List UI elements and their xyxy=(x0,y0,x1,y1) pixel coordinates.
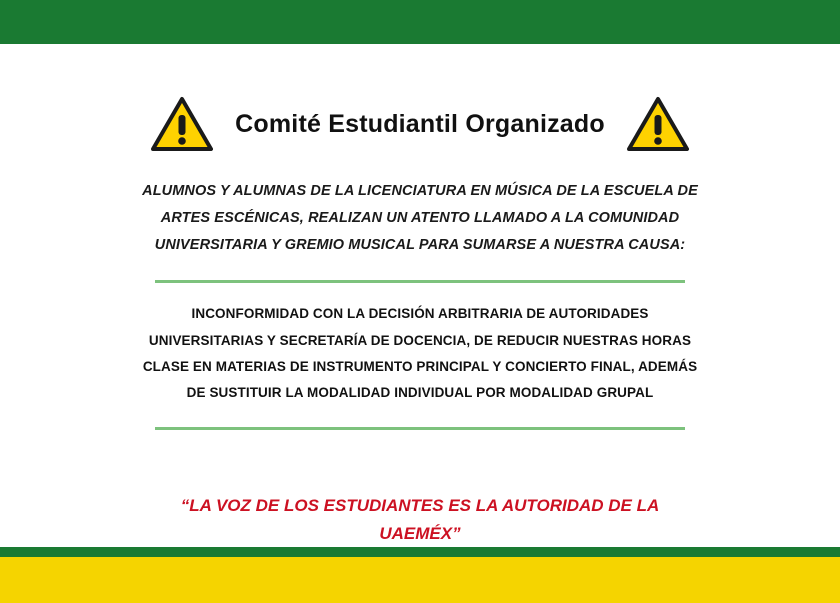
poster-content xyxy=(0,44,840,547)
page-title: Comité Estudiantil Organizado xyxy=(235,109,605,138)
top-green-band xyxy=(0,0,840,44)
bottom-yellow-band xyxy=(0,557,840,603)
demand-paragraph: INCONFORMIDAD CON LA DECISIÓN ARBITRARIA DE AUTORIDADES UNIVERSITARIAS Y SECRETARÍA DE DOCENCIA, DE REDUCIR NUESTRAS HORAS CLASE EN MATERIAS DE INSTRUMENTO PRINCIPAL Y CONCIERTO FINAL, ADEMÁS DE SUSTITUIR LA MODALIDAD INDIVIDUAL POR MODALIDAD GRUPAL xyxy=(142,306,698,401)
bottom-green-band xyxy=(0,547,840,557)
title-row xyxy=(0,96,840,152)
divider-bottom xyxy=(155,427,685,430)
warning-triangle-icon xyxy=(151,96,213,152)
intro-paragraph: ALUMNOS Y ALUMNAS DE LA LICENCIATURA EN MÚSICA DE LA ESCUELA DE ARTES ESCÉNICAS, REALIZAN UN ATENTO LLAMADO A LA COMUNIDAD UNIVERSITARIA Y GREMIO MUSICAL PARA SUMARSE A NUESTRA CAUSA: xyxy=(142,183,698,253)
slogan-text: “LA VOZ DE LOS ESTUDIANTES ES LA AUTORIDAD DE LA UAEMÉX” xyxy=(180,495,660,543)
divider-top xyxy=(155,280,685,283)
warning-triangle-icon xyxy=(627,96,689,152)
